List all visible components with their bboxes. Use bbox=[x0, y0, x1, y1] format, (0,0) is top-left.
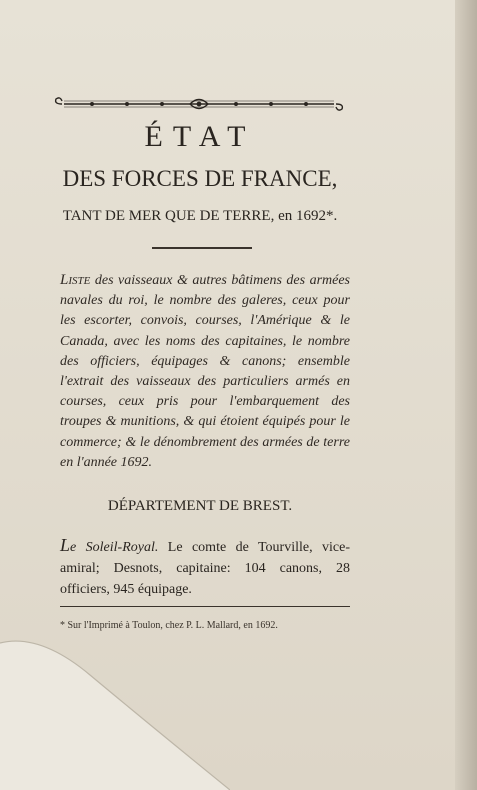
ship-entry bbox=[60, 535, 350, 600]
title-rule bbox=[152, 247, 252, 249]
folded-corner bbox=[0, 615, 230, 790]
liste-paragraph bbox=[60, 270, 350, 473]
liste-lead: Liste bbox=[60, 272, 91, 288]
subtitle: TANT DE MER QUE DE TERRE, en 1692*. bbox=[62, 208, 338, 224]
ship-name: e Soleil-Royal. bbox=[70, 540, 159, 555]
ship-initial: L bbox=[60, 535, 71, 555]
footnote-rule bbox=[60, 606, 350, 607]
heading-etat: ÉTAT bbox=[144, 120, 256, 153]
ornament-border bbox=[52, 96, 346, 112]
department-heading: DÉPARTEMENT DE BREST. bbox=[107, 498, 293, 514]
page-edge-shadow bbox=[455, 0, 477, 790]
footnote: * Sur l'Imprimé à Toulon, chez P. L. Mallard, en 1692. bbox=[60, 620, 278, 631]
heading-forces: DES FORCES DE FRANCE, bbox=[62, 166, 338, 191]
liste-body: des vaisseaux & autres bâtimens des armées navales du roi, le nombre des galeres, ceux pour les escorter, convois, courses, l'Amérique & le Canada, avec les noms des capitaines, le nombre des officiers, équipages & canons; ensemble l'extrait des vaisseaux des particuliers armés en courses, ceux pris pour l'embarquement des troupes & munitions, & qui étoient équipés pour le commerce; & le dénombrement des armées de terre en l'année 1692. bbox=[60, 273, 350, 470]
ship-details: Le comte de Tourville, vice-amiral; Desnots, capitaine: 104 canons, 28 officiers, 945 équipage. bbox=[60, 540, 350, 597]
